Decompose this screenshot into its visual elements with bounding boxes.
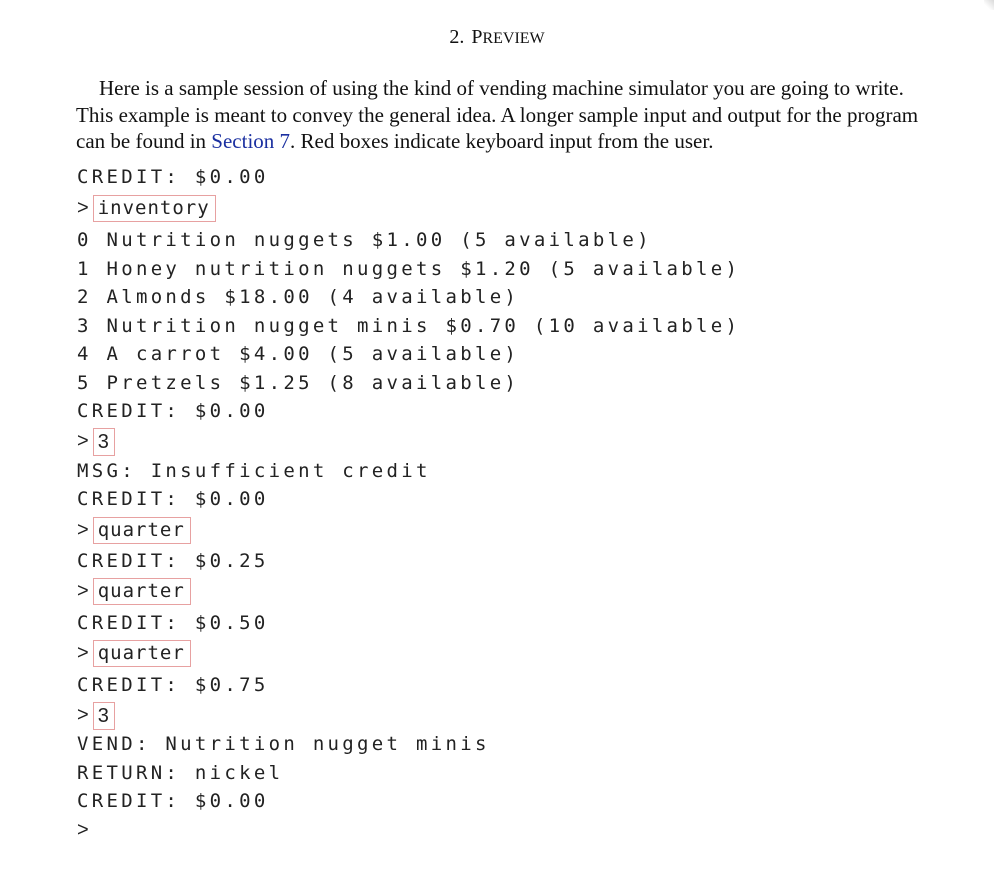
- prompt-line: [77, 578, 191, 605]
- inventory-line: 0 Nutrition nuggets $1.00 (5 available): [77, 229, 652, 251]
- credit-line: CREDIT: $0.00: [77, 488, 269, 510]
- intro-line-3: [76, 128, 984, 155]
- section-title-initial: P: [471, 26, 483, 48]
- section-title-rest: REVIEW: [482, 30, 545, 47]
- prompt-symbol: >: [77, 704, 89, 727]
- prompt-line: [77, 820, 93, 840]
- vend-line: VEND: Nutrition nugget minis: [77, 733, 490, 755]
- prompt-symbol: >: [77, 579, 89, 602]
- intro-line-1: Here is a sample session of using the kind of vending machine simulator you are going to write.: [99, 76, 904, 100]
- intro-paragraph: [76, 75, 984, 155]
- inventory-line: 1 Honey nutrition nuggets $1.20 (5 available): [77, 258, 741, 280]
- intro-line-3-start: can be found in: [76, 129, 212, 153]
- credit-line: CREDIT: $0.00: [77, 790, 269, 812]
- user-input-box: inventory: [93, 195, 216, 222]
- inventory-line: 5 Pretzels $1.25 (8 available): [77, 372, 520, 394]
- section-number: 2.: [449, 26, 465, 48]
- user-input-box: 3: [93, 428, 115, 456]
- prompt-line: [77, 428, 115, 456]
- intro-line-3-end: . Red boxes indicate keyboard input from the user.: [290, 129, 714, 153]
- section-heading: [0, 26, 994, 49]
- user-input-box: quarter: [93, 640, 191, 667]
- user-input-box: 3: [93, 702, 115, 730]
- prompt-symbol: >: [77, 518, 89, 541]
- prompt-symbol: >: [77, 819, 89, 841]
- prompt-line: [77, 517, 191, 544]
- prompt-symbol: >: [77, 196, 89, 219]
- inventory-line: 2 Almonds $18.00 (4 available): [77, 286, 520, 308]
- prompt-line: [77, 640, 191, 667]
- credit-line: CREDIT: $0.00: [77, 400, 269, 422]
- credit-line: CREDIT: $0.25: [77, 550, 269, 572]
- inventory-line: 4 A carrot $4.00 (5 available): [77, 343, 520, 365]
- section-7-link[interactable]: Section 7: [211, 129, 291, 153]
- credit-line: CREDIT: $0.00: [77, 166, 269, 188]
- message-line: MSG: Insufficient credit: [77, 460, 431, 482]
- user-input-box: quarter: [93, 578, 191, 605]
- credit-line: CREDIT: $0.50: [77, 612, 269, 634]
- prompt-symbol: >: [77, 430, 89, 453]
- prompt-line: [77, 702, 115, 730]
- prompt-symbol: >: [77, 641, 89, 664]
- user-input-box: quarter: [93, 517, 191, 544]
- credit-line: CREDIT: $0.75: [77, 674, 269, 696]
- page-corner-shadow: [984, 0, 994, 10]
- return-line: RETURN: nickel: [77, 762, 284, 784]
- prompt-line: [77, 195, 216, 222]
- inventory-line: 3 Nutrition nugget minis $0.70 (10 available): [77, 315, 741, 337]
- intro-line-2: This example is meant to convey the general idea. A longer sample input and output for the program: [76, 102, 919, 127]
